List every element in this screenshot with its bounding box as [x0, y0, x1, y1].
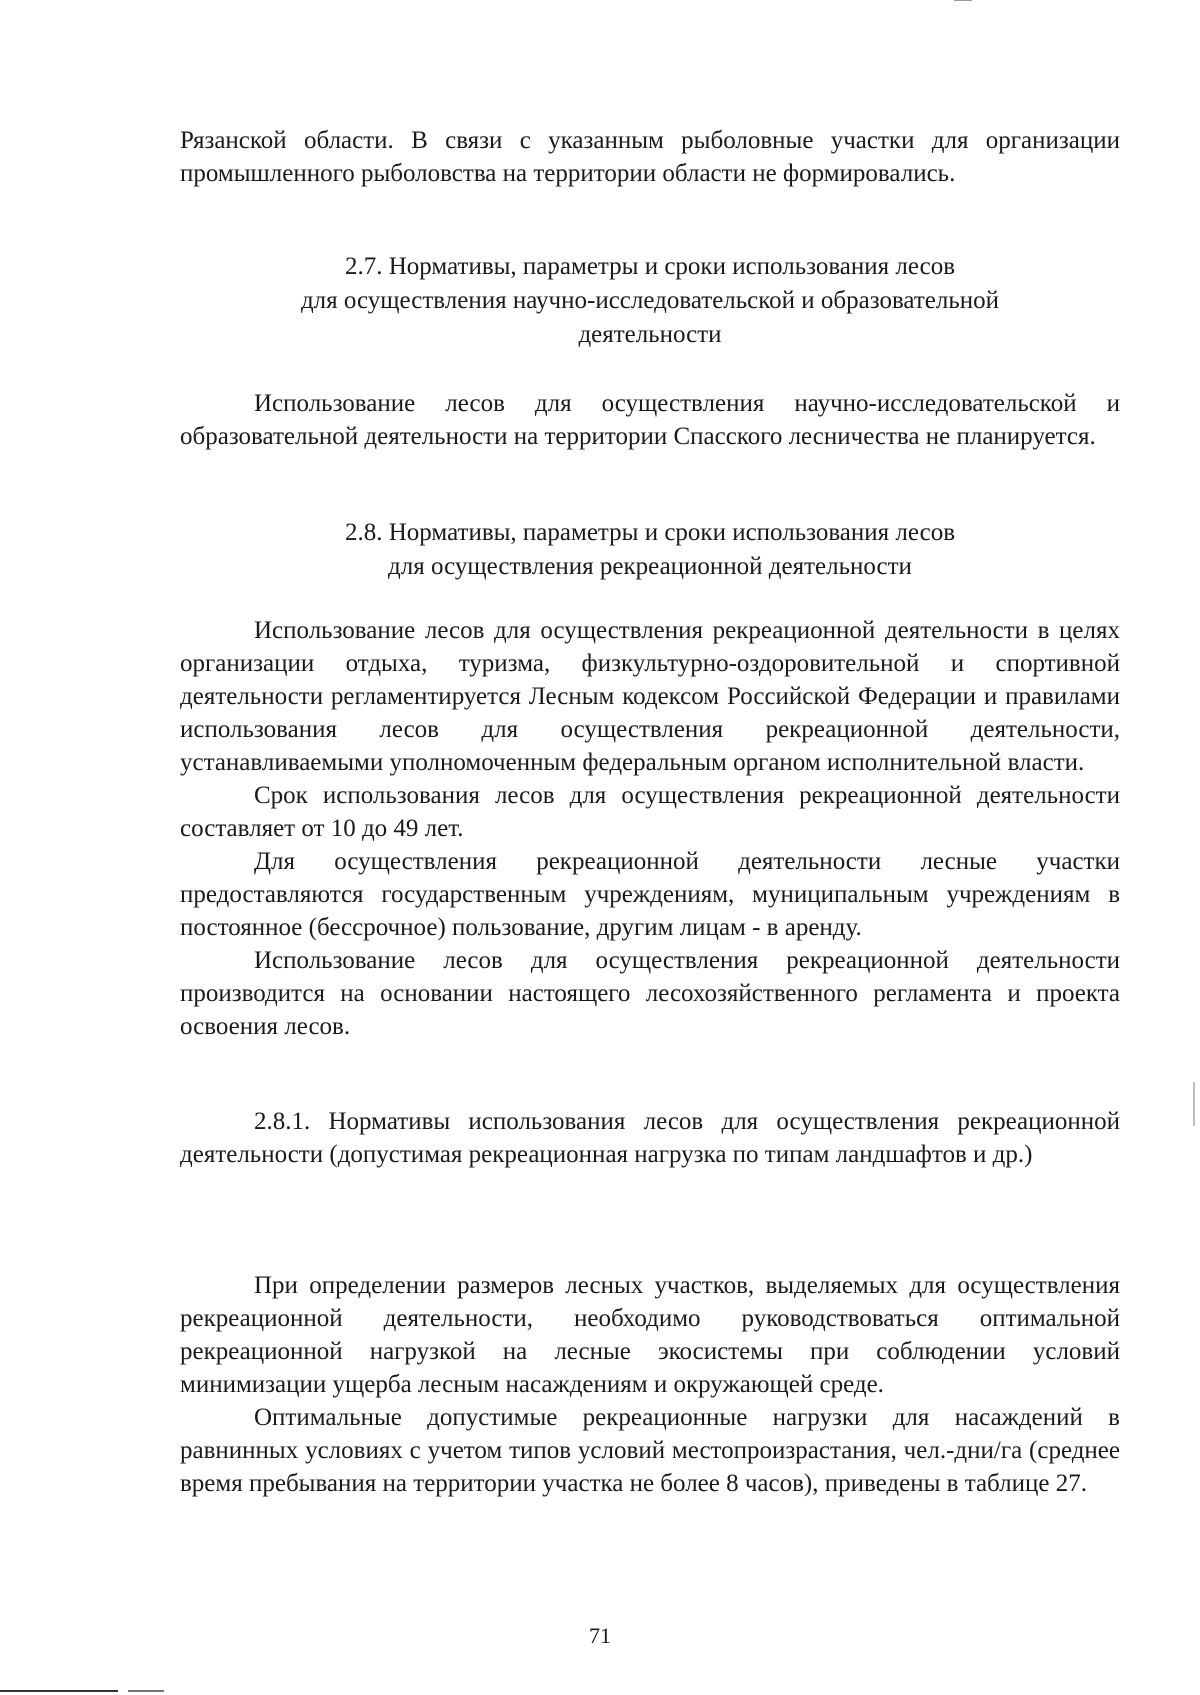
scan-artifact-bottom-line: [0, 1690, 118, 1692]
heading-2-8-line-1: 2.8. Нормативы, параметры и сроки использования лесов: [345, 519, 955, 546]
scan-artifact-right-edge: [1193, 1082, 1195, 1126]
subsection-heading-2-8-1-block: [180, 1105, 1120, 1171]
scan-artifact-bottom-dash: [128, 1690, 164, 1692]
heading-2-7-line-1: 2.7. Нормативы, параметры и сроки использования лесов: [345, 253, 955, 280]
heading-2-8-line-2: для осуществления рекреационной деятельности: [388, 553, 912, 580]
intro-paragraph: Рязанской области. В связи с указанным рыболовные участки для организации промышленного рыболовства на территории области не формировались.: [180, 127, 1120, 187]
subsection-2-8-1-body: [180, 1269, 1120, 1500]
intro-paragraph-block: [180, 124, 1120, 190]
subsection-heading-2-8-1: 2.8.1. Нормативы использования лесов для осуществления рекреационной деятельности (допустимая рекреационная нагрузка по типам ландшафтов и др.): [180, 1108, 1120, 1168]
subsection-2-8-1-paragraph-2: Оптимальные допустимые рекреационные нагрузки для насаждений в равнинных условиях с учетом типов условий местопроизрастания, чел.-дни/га (среднее время пребывания на территории участка не более 8 часов), приведены в таблице 27.: [180, 1404, 1120, 1497]
scan-artifact-top: [954, 0, 972, 1]
section-heading-2-7: [180, 250, 1120, 352]
section-2-8-body: [180, 614, 1120, 1043]
heading-2-7-line-2: для осуществления научно-исследовательской и образовательной: [300, 287, 1000, 314]
section-2-7-paragraph: Использование лесов для осуществления научно-исследовательской и образовательной деятельности на территории Спасского лесничества не планируется.: [180, 390, 1120, 450]
section-2-8-paragraph-3: Для осуществления рекреационной деятельности лесные участки предоставляются государственным учреждениям, муниципальным учреждениям в постоянное (бессрочное) пользование, другим лицам - в аренду.: [180, 848, 1120, 941]
section-2-7-body: [180, 387, 1120, 453]
heading-2-7-line-3: деятельности: [578, 321, 722, 348]
section-heading-2-8: [180, 516, 1120, 584]
section-2-8-paragraph-4: Использование лесов для осуществления рекреационной деятельности производится на основании настоящего лесохозяйственного регламента и проекта освоения лесов.: [180, 947, 1120, 1040]
section-2-8-paragraph-1: Использование лесов для осуществления рекреационной деятельности в целях организации отдыха, туризма, физкультурно-оздоровительной и спортивной деятельности регламентируется Лесным кодексом Российской Федерации и правилами использования лесов для осуществления рекреационной деятельности, устанавливаемыми уполномоченным федеральным органом исполнительной власти.: [180, 617, 1120, 776]
page-number: 71: [589, 1623, 611, 1648]
section-2-8-paragraph-2: Срок использования лесов для осуществления рекреационной деятельности составляет от 10 до 49 лет.: [180, 782, 1120, 842]
subsection-2-8-1-paragraph-1: При определении размеров лесных участков, выделяемых для осуществления рекреационной деятельности, необходимо руководствоваться оптимальной рекреационной нагрузкой на лесные экосистемы при соблюдении условий минимизации ущерба лесным насаждениям и окружающей среде.: [180, 1272, 1120, 1398]
